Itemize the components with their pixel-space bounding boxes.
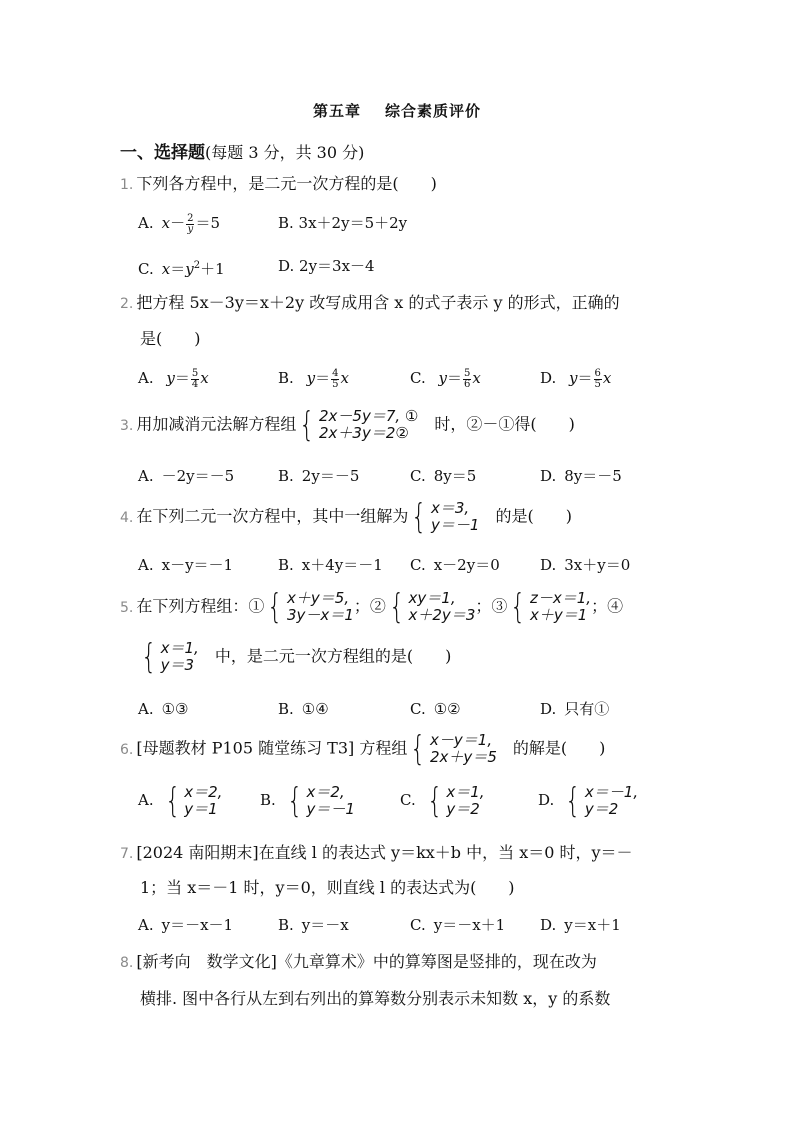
option-b[interactable]: B. 3x＋2y＝5＋2y — [278, 214, 408, 232]
question-stem: 《九章算术》中的算筹图是竖排的，现在改为 — [276, 952, 597, 971]
question-number: 7. — [120, 846, 134, 862]
question-2 — [120, 292, 620, 315]
question-tag: [母题教材 P105 随堂练习 T3] — [136, 738, 355, 758]
question-number: 3. — [120, 417, 134, 434]
question-stem-a: 用加减消元法解方程组 — [136, 414, 297, 434]
option-d[interactable]: D. y＝x＋1 — [540, 916, 621, 934]
section-note: (每题 3 分，共 30 分) — [205, 143, 365, 162]
question-stem: 把方程 5x－3y＝x＋2y 改写成用含 x 的式子表示 y 的形式，正确的 — [136, 293, 620, 312]
question-4 — [120, 497, 572, 537]
question-8-stem-cont: 横排. 图中各行从左到右列出的算筹数分别表示未知数 x，y 的系数 — [140, 989, 611, 1008]
page-title — [0, 100, 794, 121]
option-d[interactable]: D. 2y＝3x－4 — [278, 257, 375, 275]
system-1: { x＋y＝5, 3y－x＝1 — [267, 587, 354, 627]
question-number: 2. — [120, 296, 134, 312]
option-b[interactable]: B. { x＝2, y＝－1 — [260, 781, 355, 821]
equation-system: { 2x－5y＝7, ① 2x＋3y＝2② — [299, 405, 419, 445]
question-number: 6. — [120, 741, 134, 758]
equation-system: { x－y＝1, 2x＋y＝5 — [410, 729, 497, 769]
question-stem-b: 时，②－①得( ) — [434, 414, 575, 434]
question-number: 5. — [120, 599, 134, 616]
question-8 — [120, 951, 597, 974]
option-a[interactable]: A. { x＝2, y＝1 — [138, 781, 223, 821]
option-b[interactable]: B. ①④ — [278, 700, 329, 718]
option-c[interactable]: C. y＝ $\frac{5}{6}$ x — [410, 367, 481, 390]
system-3: { z－x＝1, x＋y＝1 — [510, 587, 592, 627]
question-tag: [新考向 数学文化] — [136, 952, 277, 971]
question-number: 4. — [120, 509, 134, 526]
option-b[interactable]: B. y＝－x — [278, 916, 349, 934]
question-7 — [120, 842, 633, 865]
option-d[interactable]: D. 只有① — [540, 700, 610, 718]
question-stem: 在直线 l 的表达式 y＝kx＋b 中，当 x＝0 时，y＝－ — [258, 843, 633, 862]
system-4: { x＝1, y＝3 — [141, 637, 199, 677]
option-d[interactable]: D. 8y＝－5 — [540, 467, 622, 485]
option-d[interactable]: D. y＝ $\frac{6}{5}$ x — [540, 367, 612, 390]
option-c[interactable]: C. y＝－x＋1 — [410, 916, 506, 934]
option-c[interactable]: C. x－2y＝0 — [410, 556, 500, 574]
option-a[interactable]: A. y＝－x－1 — [138, 916, 234, 934]
question-number: 8. — [120, 955, 134, 971]
option-a[interactable]: A. ①③ — [138, 700, 189, 718]
separator: ；② — [353, 596, 386, 616]
question-stem-b: 的是( ) — [495, 506, 572, 526]
solution-system: { x＝3, y＝－1 — [411, 497, 480, 537]
question-7-stem-cont: 1；当 x＝－1 时，y＝0，则直线 l 的表达式为( ) — [140, 878, 515, 897]
chapter-label: 第五章 — [312, 102, 361, 120]
option-a[interactable]: A. x－y＝－1 — [138, 556, 234, 574]
option-b[interactable]: B. y＝ $\frac{4}{5}$ x — [278, 367, 349, 390]
question-5-cont — [138, 637, 452, 677]
separator: ；③ — [475, 596, 508, 616]
option-b[interactable]: B. x＋4y＝－1 — [278, 556, 383, 574]
separator: ；④ — [591, 596, 624, 616]
question-2-stem-cont: 是( ) — [140, 329, 201, 348]
system-2: { xy＝1, x＋2y＝3 — [389, 587, 476, 627]
section-label: 一、选择题 — [120, 143, 205, 163]
question-tag: [2024 南阳期末] — [136, 843, 259, 862]
option-c[interactable]: C. { x＝1, y＝2 — [400, 781, 485, 821]
section-heading — [120, 138, 364, 163]
question-number: 1. — [120, 177, 134, 193]
option-c[interactable]: C. ①② — [410, 700, 461, 718]
question-stem: 下列各方程中，是二元一次方程的是( ) — [136, 174, 437, 193]
option-d[interactable]: D. 3x＋y＝0 — [540, 556, 631, 574]
chapter-name: 综合素质评价 — [385, 102, 482, 120]
question-5 — [120, 587, 624, 627]
question-6 — [120, 729, 606, 769]
option-b[interactable]: B. 2y＝－5 — [278, 467, 360, 485]
option-a[interactable]: A. y＝ $\frac{5}{4}$ x — [138, 367, 209, 390]
question-stem-b: 中，是二元一次方程组的是( ) — [214, 646, 452, 666]
option-c[interactable]: C. $x=y^2+1$ — [138, 260, 225, 278]
option-d[interactable]: D. { x＝－1, y＝2 — [538, 781, 639, 821]
question-stem-a: 方程组 — [359, 738, 408, 758]
question-3 — [120, 405, 575, 445]
question-stem-b: 的解是( ) — [512, 738, 606, 758]
option-a[interactable]: A. －2y＝－5 — [138, 467, 235, 485]
option-a[interactable]: A. x－ $\frac{2}{y}$ ＝5 — [138, 212, 221, 235]
option-c[interactable]: C. 8y＝5 — [410, 467, 477, 485]
question-stem-a: 在下列二元一次方程中，其中一组解为 — [136, 506, 409, 526]
question-1 — [120, 173, 437, 196]
question-stem-a: 在下列方程组：① — [136, 596, 265, 616]
